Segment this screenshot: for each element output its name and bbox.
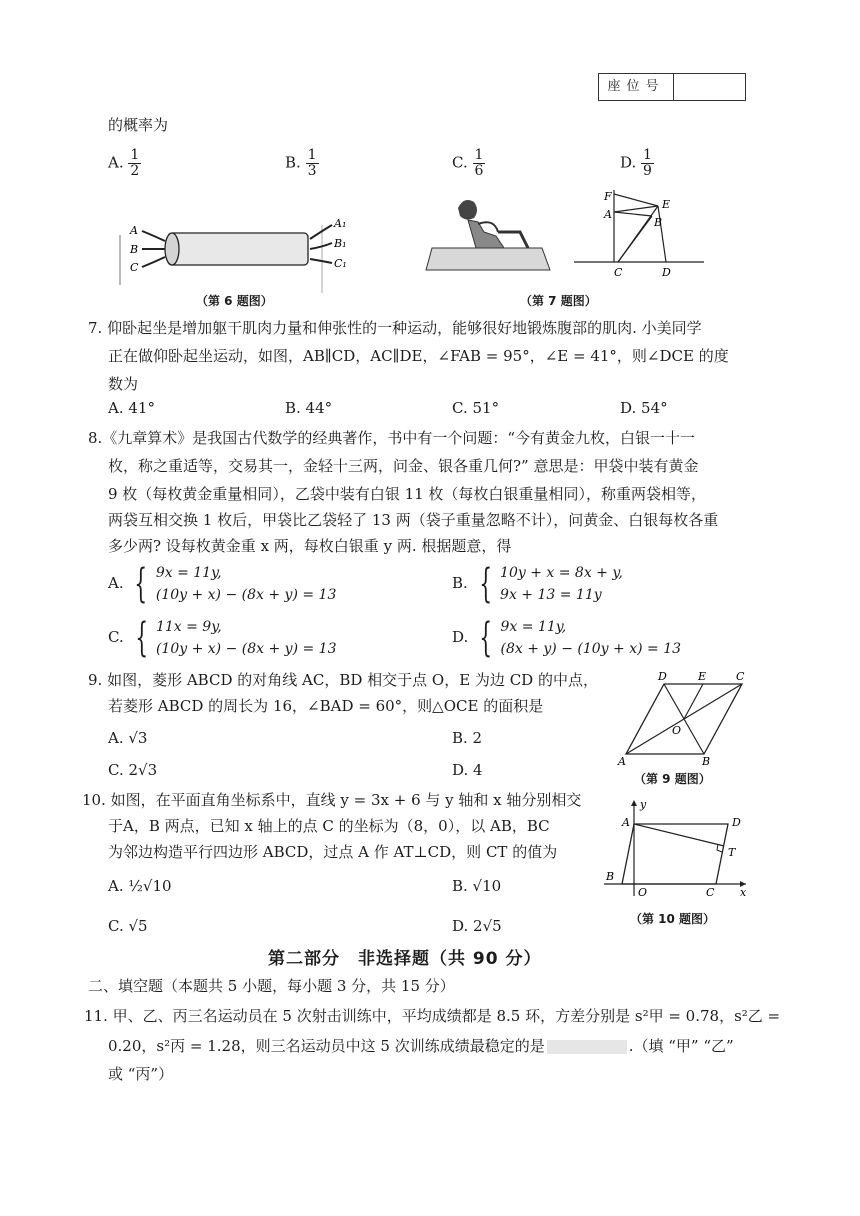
q9-option-a: A. √3: [108, 729, 148, 747]
q9-option-b: B. 2: [452, 729, 483, 747]
fig6-label-c1: C₁: [334, 257, 347, 270]
q11-line-3: 或 “丙”）: [108, 1065, 174, 1083]
q7-line-2: 正在做仰卧起坐运动，如图，AB∥CD，AC∥DE，∠FAB = 95°，∠E = 41°，则∠DCE 的度: [108, 347, 729, 365]
seat-number-box: [598, 73, 746, 101]
q6-option-d: D. $\frac{1}{9}$: [620, 147, 652, 179]
fig7-label-e: E: [662, 198, 671, 211]
q7-option-c: C. 51°: [452, 399, 500, 417]
q11-line-1: 11. 甲、乙、丙三名运动员在 5 次射击训练中，平均成绩都是 8.5 环，方差分别是 s²甲 = 0.78，s²乙 =: [84, 1007, 781, 1025]
part2-title: 第二部分 非选择题（共 90 分）: [268, 949, 542, 969]
figure-6-cylinder: [112, 205, 362, 295]
q7-option-b: B. 44°: [285, 399, 333, 417]
fig7-label-f: F: [604, 190, 612, 203]
q10-line-3: 为邻边构造平行四边形 ABCD，过点 A 作 AT⊥CD，则 CT 的值为: [108, 843, 558, 861]
q8-option-c: C. { 11x = 9y, (10y + x) − (8x + y) = 13: [108, 615, 337, 661]
q7-line-3: 数为: [108, 375, 139, 393]
fig10-label-x: x: [740, 886, 747, 899]
q10-option-b: B. √10: [452, 877, 502, 895]
figure-10-coordinate-figure: [600, 796, 752, 902]
fig7-label-c: C: [614, 266, 623, 279]
fig10-label-c: C: [706, 886, 715, 899]
q11-answer-blank[interactable]: [547, 1040, 627, 1054]
fig9-label-b: B: [702, 755, 711, 768]
q8-line-5: 多少两? 设每枚黄金重 x 两，每枚白银重 y 两. 根据题意，得: [108, 537, 512, 555]
fig6-label-c: C: [130, 261, 139, 274]
fill-blank-header: 二、填空题（本题共 5 小题，每小题 3 分，共 15 分）: [88, 977, 455, 995]
fig6-label-a: A: [130, 224, 138, 237]
fig9-label-c: C: [736, 670, 745, 683]
q8-line-4: 两袋互相交换 1 枚后，甲袋比乙袋轻了 13 两（袋子重量忽略不计），问黄金、白银每枚各重: [108, 511, 719, 529]
fig10-label-t: T: [728, 846, 736, 859]
q9-line-1: 9. 如图，菱形 ABCD 的对角线 AC，BD 相交于点 O，E 为边 CD 的中点，: [88, 671, 598, 689]
q8-option-b: B. { 10y + x = 8x + y, 9x + 13 = 11y: [452, 561, 623, 607]
q7-option-d: D. 54°: [620, 399, 668, 417]
q8-line-2: 枚，称之重适等，交易其一，金轻十三两，问金、银各重几何?” 意思是：甲袋中装有黄金: [108, 457, 699, 475]
q11-line-2: 0.20，s²丙 = 1.28，则三名运动员中这 5 次训练成绩最稳定的是 .（填 “甲” “乙”: [108, 1037, 734, 1055]
figure-9-caption: （第 9 题图）: [634, 772, 711, 786]
q6-option-b: B. $\frac{1}{3}$: [285, 147, 317, 179]
q6-option-a: A. $\frac{1}{2}$: [108, 147, 140, 179]
figure-9-rhombus: [612, 666, 752, 768]
q8-option-d: D. { 9x = 11y, (8x + y) − (10y + x) = 13: [452, 615, 682, 661]
fig7-label-a: A: [604, 208, 612, 221]
q7-option-a: A. 41°: [108, 399, 155, 417]
q6-option-c: C. $\frac{1}{6}$: [452, 147, 484, 179]
figure-10-caption: （第 10 题图）: [630, 912, 716, 926]
fig10-label-d: D: [732, 816, 741, 829]
q10-option-c: C. √5: [108, 917, 148, 935]
fig9-label-e: E: [698, 670, 707, 683]
q9-line-2: 若菱形 ABCD 的周长为 16，∠BAD = 60°，则△OCE 的面积是: [108, 697, 544, 715]
fig9-label-o: O: [672, 724, 682, 737]
fig10-label-y: y: [640, 798, 647, 811]
q7-line-1: 7. 仰卧起坐是增加躯干肌肉力量和伸张性的一种运动，能够很好地锻炼腹部的肌肉. 小美同学: [88, 319, 702, 337]
fig6-label-b1: B₁: [334, 237, 347, 250]
q9-option-c: C. 2√3: [108, 761, 158, 779]
fig9-label-a: A: [618, 755, 626, 768]
figure-7-situp-picture: [418, 192, 558, 276]
figure-6-caption: （第 6 题图）: [196, 294, 273, 308]
fig7-label-d: D: [662, 266, 671, 279]
fig10-label-o: O: [638, 886, 648, 899]
q10-option-d: D. 2√5: [452, 917, 502, 935]
q10-line-1: 10. 如图，在平面直角坐标系中，直线 y = 3x + 6 与 y 轴和 x 轴分别相交: [82, 791, 582, 809]
fig6-label-a1: A₁: [334, 217, 347, 230]
fig9-label-d: D: [658, 670, 667, 683]
q8-line-1: 8.《九章算术》是我国古代数学的经典著作，书中有一个问题：“今有黄金九枚，白银一十一: [88, 429, 695, 447]
figure-7-caption: （第 7 题图）: [520, 294, 597, 308]
fig7-label-b: B: [654, 216, 663, 229]
q10-line-2: 于A，B 两点，已知 x 轴上的点 C 的坐标为（8，0），以 AB，BC: [108, 817, 550, 835]
fig6-label-b: B: [130, 243, 139, 256]
q6-stem-tail: 的概率为: [108, 116, 169, 134]
q9-option-d: D. 4: [452, 761, 483, 779]
q8-option-a: A. { 9x = 11y, (10y + x) − (8x + y) = 13: [108, 561, 337, 607]
q8-line-3: 9 枚（每枚黄金重量相同），乙袋中装有白银 11 枚（每枚白银重量相同），称重两袋相等，: [108, 485, 706, 503]
fig10-label-b: B: [606, 870, 615, 883]
q10-option-a: A. ½√10: [108, 877, 172, 895]
figure-7-geometry: [570, 184, 710, 280]
fig10-label-a: A: [622, 816, 630, 829]
seat-number-label: 座位号: [599, 74, 674, 100]
